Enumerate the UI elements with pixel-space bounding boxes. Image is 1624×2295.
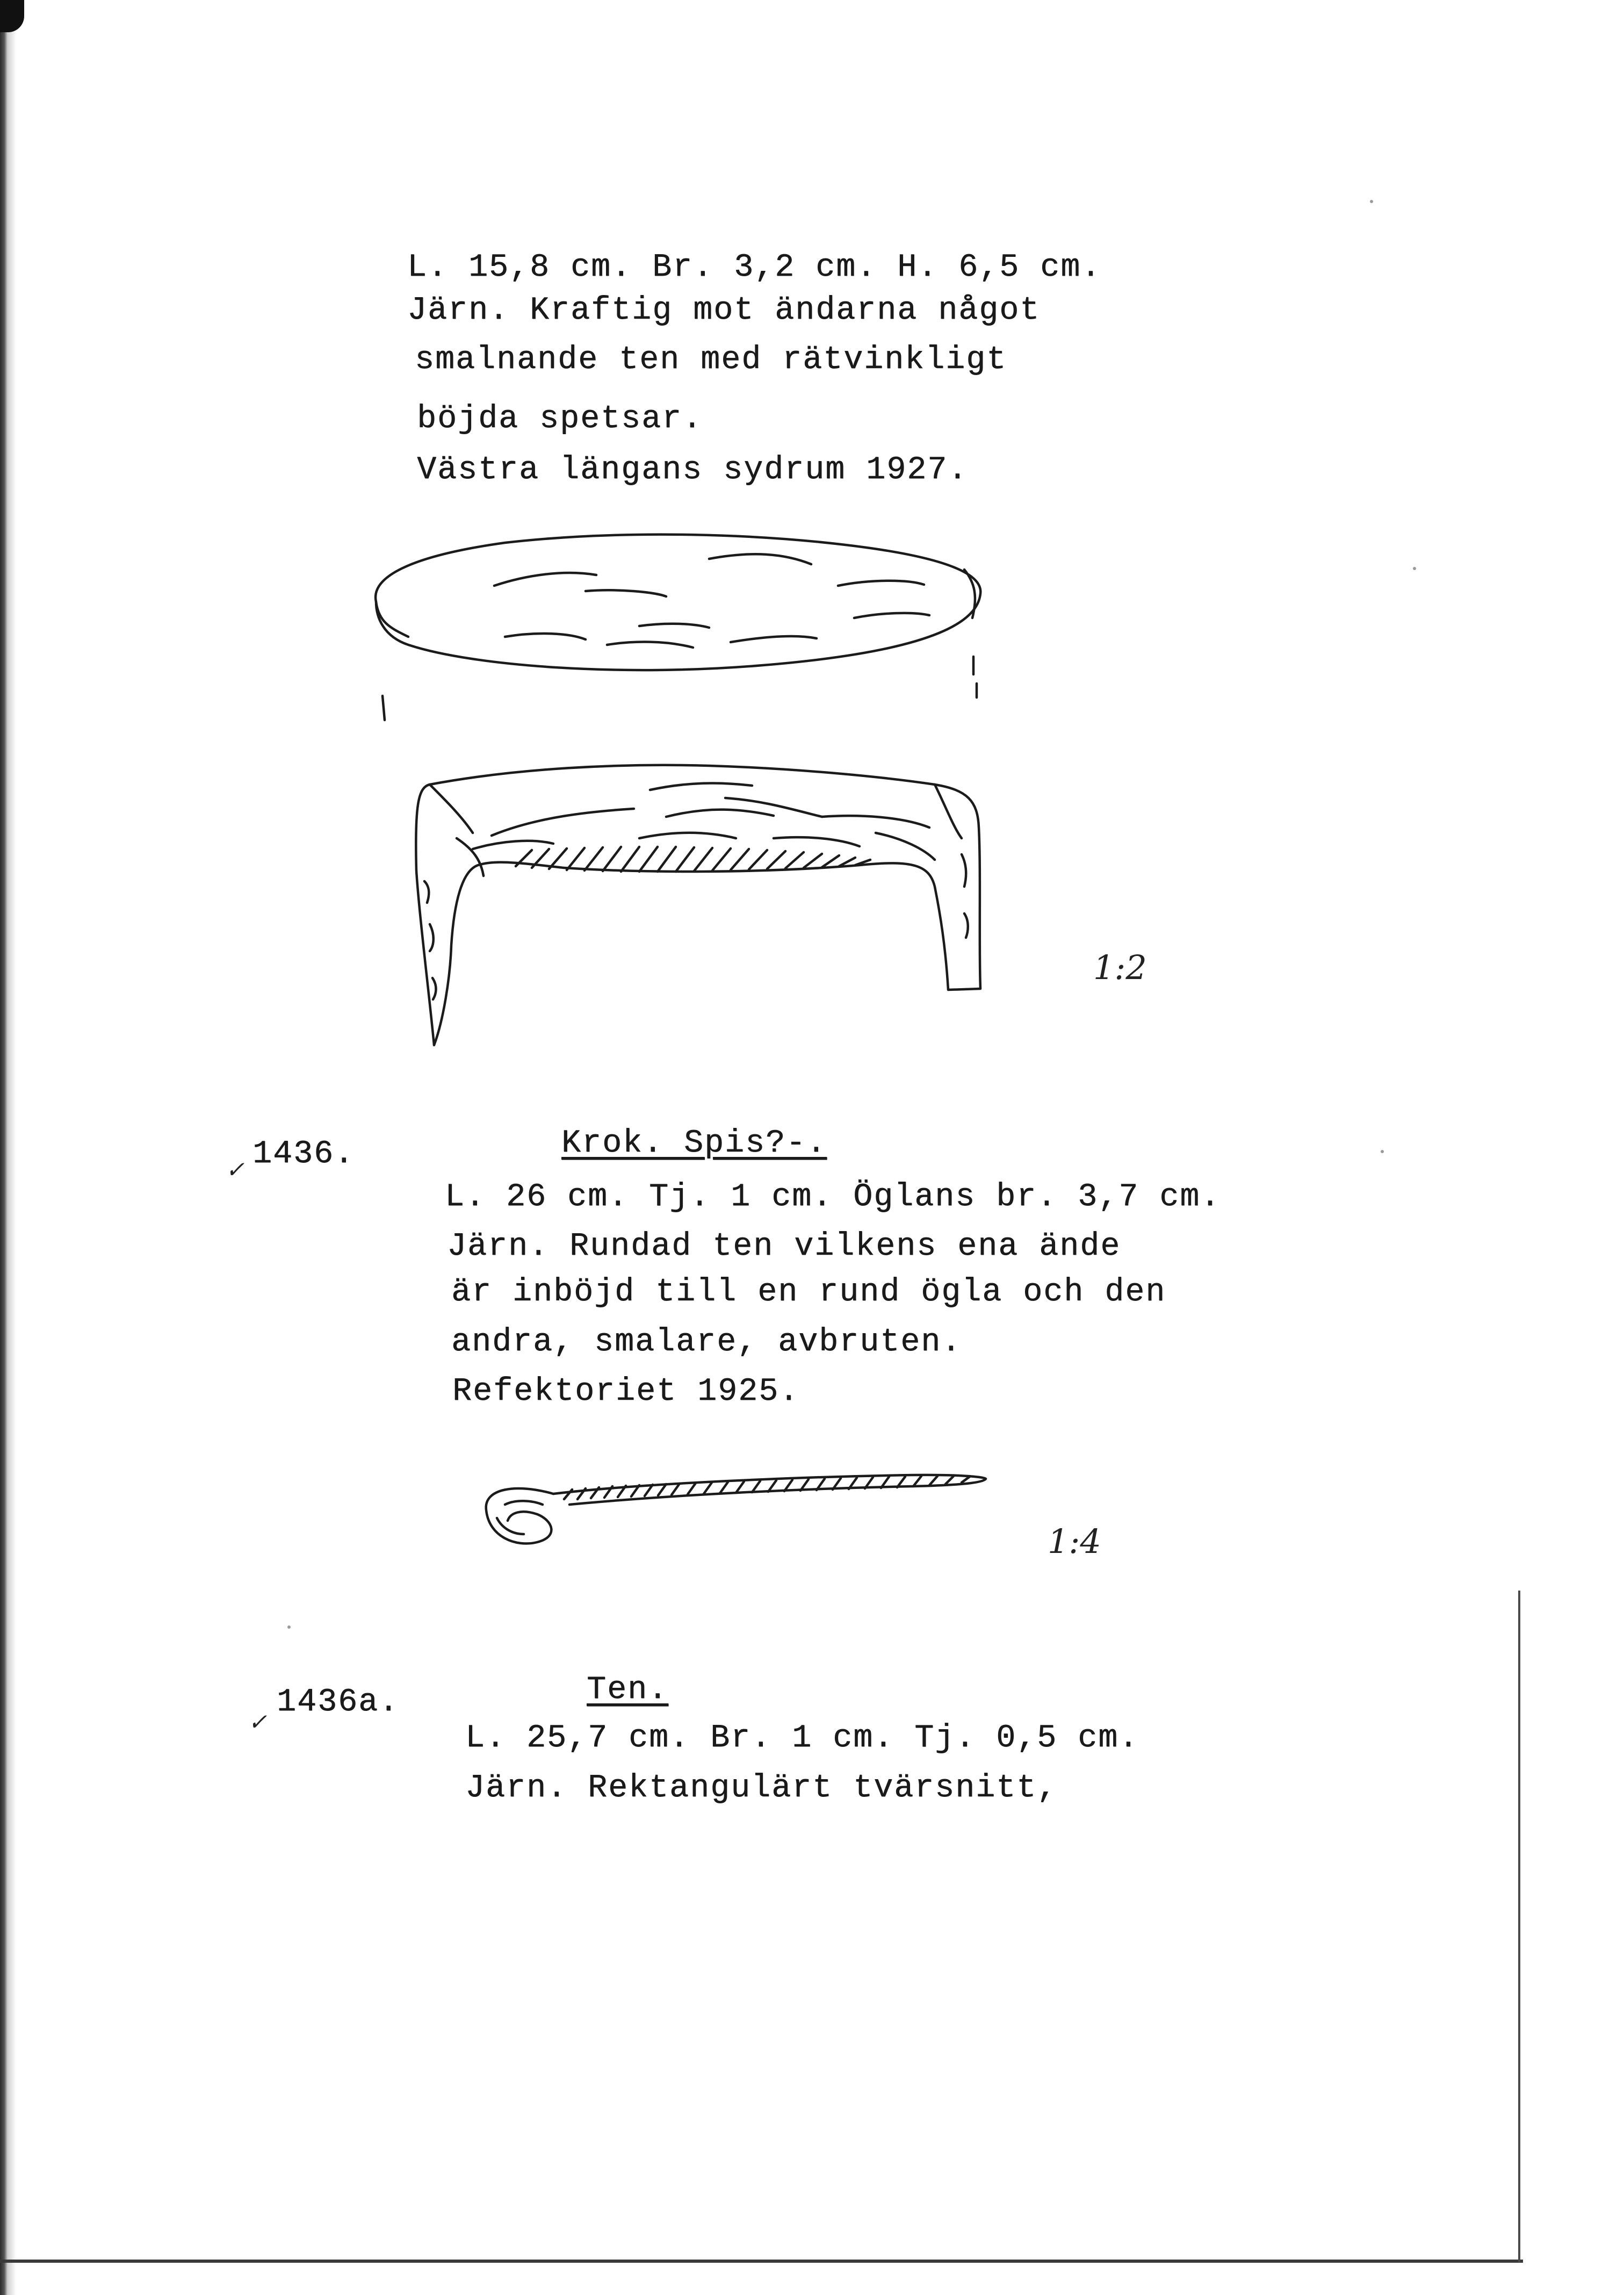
entry-top-line-2: Järn. Kraftig mot ändarna något <box>407 292 1041 329</box>
entry-number: 1436a. <box>277 1684 400 1721</box>
entry-number: 1436. <box>252 1136 355 1172</box>
scale-label-1436: 1:4 <box>1048 1522 1101 1561</box>
entry-1436a-line-1: L. 25,7 cm. Br. 1 cm. Tj. 0,5 cm. <box>465 1720 1139 1757</box>
entry-top-line-4: böjda spetsar. <box>417 401 703 437</box>
entry-1436a-line-2: Järn. Rektangulärt tvärsnitt, <box>465 1770 1058 1807</box>
tick-mark: ✓ <box>248 1709 268 1735</box>
scale-label-top: 1:2 <box>1093 948 1147 987</box>
entry-top-line-5: Västra längans sydrum 1927. <box>417 452 969 488</box>
entry-1436-line-1: L. 26 cm. Tj. 1 cm. Öglans br. 3,7 cm. <box>445 1179 1221 1215</box>
entry-1436-line-4: andra, smalare, avbruten. <box>451 1324 962 1361</box>
entry-heading: Ten. <box>587 1672 669 1708</box>
entry-top-line-3: smalnande ten med rätvinkligt <box>415 342 1007 378</box>
entry-1436-line-3: är inböjd till en rund ögla och den <box>451 1274 1166 1311</box>
entry-top-line-1: L. 15,8 cm. Br. 3,2 cm. H. 6,5 cm. <box>407 249 1102 286</box>
tick-mark: ✓ <box>226 1156 245 1183</box>
entry-heading: Krok. Spis?-. <box>561 1125 827 1162</box>
entry-1436-line-2: Järn. Rundad ten vilkens ena ände <box>447 1228 1121 1265</box>
entry-1436-line-5: Refektoriet 1925. <box>452 1373 800 1410</box>
